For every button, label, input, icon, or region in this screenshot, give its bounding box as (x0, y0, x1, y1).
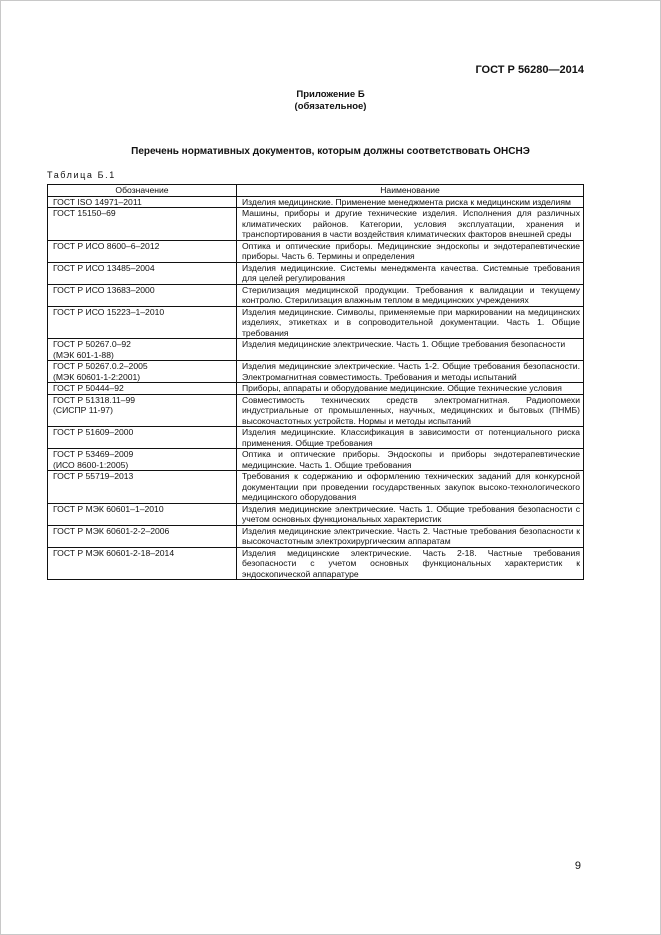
standard-code-cell: ГОСТ Р 50267.0.2–2005 (МЭК 60601-1-2:2001) (48, 361, 237, 383)
standard-code-cell: ГОСТ Р 55719–2013 (48, 471, 237, 504)
standard-code-cell: ГОСТ Р МЭК 60601–1–2010 (48, 503, 237, 525)
table-row (48, 525, 584, 547)
table-row (48, 240, 584, 262)
table-row (48, 339, 584, 361)
table-row (48, 208, 584, 241)
standard-code-cell: ГОСТ Р 50267.0–92 (МЭК 601-1-88) (48, 339, 237, 361)
standard-name-cell: Изделия медицинские электрические. Часть 2-18. Частные требования безопасности с учетом основных функциональных характеристик к эндоскопической аппаратуре (237, 547, 584, 580)
standard-name-cell: Стерилизация медицинской продукции. Требования к валидации и текущему контролю. Стерилизация влажным теплом в медицинских учреждениях (237, 284, 584, 306)
document-title: Перечень нормативных документов, которым должны соответствовать ОНСНЭ (131, 146, 530, 157)
table-body (48, 196, 584, 580)
standard-name-cell: Изделия медицинские электрические. Часть 1-2. Общие требования безопасности. Электромагнитная совместимость. Требования и методы испытаний (237, 361, 584, 383)
appendix-status: (обязательное) (294, 101, 367, 112)
page-number: 9 (574, 860, 581, 872)
standard-name-cell: Требования к содержанию и оформлению технических заданий для конкурсной документации при проведении государственных закупок высоко-технологического медицинского оборудования (237, 471, 584, 504)
standard-name-cell: Изделия медицинские. Системы менеджмента качества. Системные требования для целей регулирования (237, 262, 584, 284)
appendix-heading (0, 89, 661, 113)
standard-code-cell: ГОСТ ISO 14971–2011 (48, 196, 237, 208)
standard-code-cell: ГОСТ Р 53469–2009 (ИСО 8600-1:2005) (48, 449, 237, 471)
column-header-name: Наименование (237, 185, 584, 197)
standard-name-cell: Изделия медицинские электрические. Часть 1. Общие требования безопасности (237, 339, 584, 361)
table-row (48, 394, 584, 427)
standard-name-cell: Приборы, аппараты и оборудование медицинские. Общие технические условия (237, 383, 584, 395)
standard-name-cell: Изделия медицинские электрические. Часть 2. Частные требования безопасности к высокочастотным электрохирургическим аппаратам (237, 525, 584, 547)
table-row (48, 361, 584, 383)
standard-code-cell: ГОСТ Р 51609–2000 (48, 427, 237, 449)
standard-name-cell: Совместимость технических средств электромагнитная. Радиопомехи индустриальные от промышленных, научных, медицинских и бытовых (ПНМБ) высокочастотных устройств. Нормы и методы испытаний (237, 394, 584, 427)
standard-name-cell: Изделия медицинские. Классификация в зависимости от потенциального риска применения. Общие требования (237, 427, 584, 449)
standard-code-cell: ГОСТ Р МЭК 60601-2-18–2014 (48, 547, 237, 580)
standard-code-cell: ГОСТ Р МЭК 60601-2-2–2006 (48, 525, 237, 547)
table-row (48, 427, 584, 449)
standard-code: ГОСТ Р 56280—2014 (475, 64, 584, 76)
table-row (48, 471, 584, 504)
table-row (48, 383, 584, 395)
standard-code-cell: ГОСТ Р 50444–92 (48, 383, 237, 395)
table-caption: Таблица Б.1 (47, 170, 116, 180)
table-header-row (48, 185, 584, 197)
standard-code-cell: ГОСТ Р 51318.11–99 (СИСПР 11-97) (48, 394, 237, 427)
table-row (48, 449, 584, 471)
column-header-code: Обозначение (48, 185, 237, 197)
table-row (48, 284, 584, 306)
standard-code-cell: ГОСТ Р ИСО 15223–1–2010 (48, 306, 237, 339)
standards-table (47, 184, 584, 580)
table-row (48, 196, 584, 208)
standard-name-cell: Оптика и оптические приборы. Эндоскопы и приборы эндотерапевтические медицинские. Часть 1. Общие требования (237, 449, 584, 471)
appendix-title: Приложение Б (296, 89, 365, 100)
table-row (48, 503, 584, 525)
standard-code-cell: ГОСТ Р ИСО 13683–2000 (48, 284, 237, 306)
standard-name-cell: Машины, приборы и другие технические изделия. Исполнения для различных климатических районов. Категории, условия эксплуатации, хранения и транспортирования в части воздействия климатических факторов внешней среды (237, 208, 584, 241)
standard-code-cell: ГОСТ Р ИСО 13485–2004 (48, 262, 237, 284)
standard-name-cell: Изделия медицинские электрические. Часть 1. Общие требования безопасности с учетом основных функциональных характеристик (237, 503, 584, 525)
table-row (48, 262, 584, 284)
standard-name-cell: Изделия медицинские. Символы, применяемые при маркировании на медицинских изделиях, этикетках и в сопроводительной документации. Часть 1. Общие требования (237, 306, 584, 339)
standard-name-cell: Оптика и оптические приборы. Медицинские эндоскопы и эндотерапевтические приборы. Часть 6. Термины и определения (237, 240, 584, 262)
standard-code-cell: ГОСТ Р ИСО 8600–6–2012 (48, 240, 237, 262)
standard-name-cell: Изделия медицинские. Применение менеджмента риска к медицинским изделиям (237, 196, 584, 208)
table-row (48, 547, 584, 580)
table-row (48, 306, 584, 339)
standard-code-cell: ГОСТ 15150–69 (48, 208, 237, 241)
